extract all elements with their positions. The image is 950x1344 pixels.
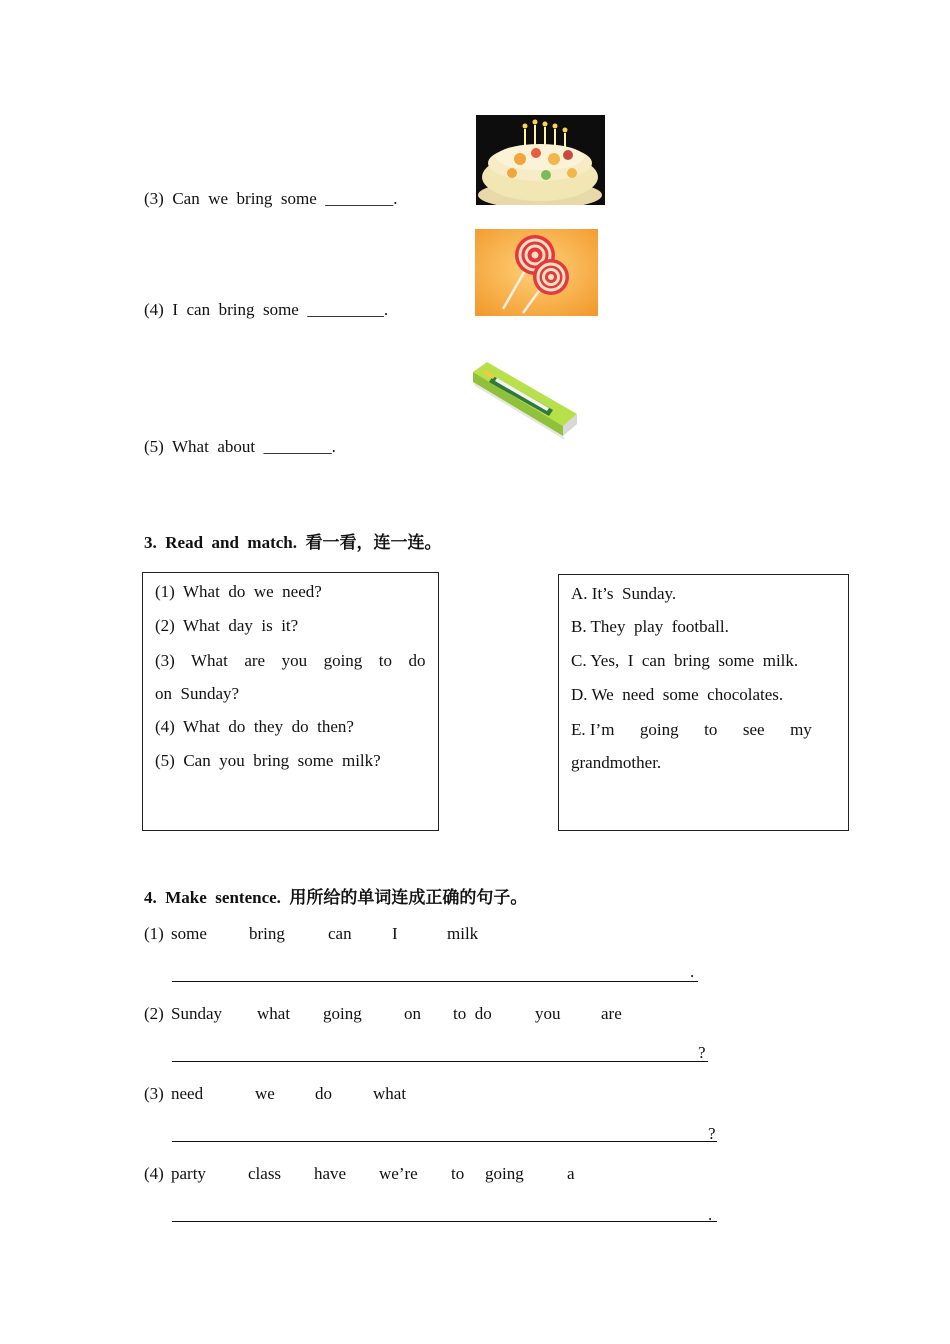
word: are <box>601 1004 622 1023</box>
word: do <box>315 1084 332 1103</box>
answer-line-2[interactable] <box>172 1061 708 1062</box>
word: bring <box>249 924 285 943</box>
answer-end-mark: ? <box>698 1043 706 1062</box>
item-number: (2) <box>144 1004 164 1023</box>
question-line: (2) What day is it? <box>155 616 299 635</box>
answer-line-4[interactable] <box>172 1221 717 1222</box>
word: Sunday <box>171 1004 222 1023</box>
question-line: on Sunday? <box>155 684 240 703</box>
answer-line: C. Yes, I can bring some milk. <box>571 651 799 670</box>
word: we’re <box>379 1164 418 1183</box>
answer-line: B. They play football. <box>571 617 729 636</box>
section-3-title: 3. Read and match. 看一看，连一连。 <box>144 533 442 552</box>
word: have <box>314 1164 347 1183</box>
word: going <box>323 1004 362 1023</box>
question-line: (4) What do they do then? <box>155 717 354 736</box>
fill-item-4: (4) I can bring some _________. <box>144 300 389 319</box>
answer-line: D. We need some chocolates. <box>571 685 784 704</box>
item-number: (3) <box>144 1084 164 1103</box>
word: I <box>392 924 398 943</box>
answer-line-3[interactable] <box>172 1141 717 1142</box>
chewing-gum-picture <box>465 344 580 452</box>
answer-end-mark: ? <box>708 1124 716 1143</box>
birthday-cake-picture <box>476 115 605 205</box>
word: a <box>567 1164 575 1183</box>
fill-item-3: (3) Can we bring some ________. <box>144 189 398 208</box>
question-line: (1) What do we need? <box>155 582 322 601</box>
answer-line: grandmother. <box>571 753 662 772</box>
question-line: (5) Can you bring some milk? <box>155 751 381 770</box>
word: going <box>485 1164 524 1183</box>
word: some <box>171 924 207 943</box>
answer-line-1[interactable] <box>172 981 698 982</box>
word: you <box>535 1004 561 1023</box>
word: what <box>257 1004 291 1023</box>
item-number: (4) <box>144 1164 164 1183</box>
word: on <box>404 1004 421 1023</box>
word: to <box>451 1164 465 1183</box>
word: we <box>255 1084 275 1103</box>
questions-box <box>142 572 439 831</box>
section-4-title: 4. Make sentence. 用所给的单词连成正确的句子。 <box>144 888 528 907</box>
answer-line: A. It’s Sunday. <box>571 584 677 603</box>
word: milk <box>447 924 479 943</box>
answer-line: E. I’m going to see my <box>571 720 812 739</box>
word: class <box>248 1164 282 1183</box>
word: what <box>373 1084 407 1103</box>
word: can <box>328 924 352 943</box>
word: need <box>171 1084 204 1103</box>
fill-item-5: (5) What about ________. <box>144 437 336 456</box>
word: party <box>171 1164 206 1183</box>
question-line: (3) What are you going to do <box>155 651 426 670</box>
word: to do <box>453 1004 492 1023</box>
answer-end-mark: . <box>690 962 695 981</box>
lollipops-picture <box>475 229 598 316</box>
answer-end-mark: . <box>708 1205 713 1224</box>
item-number: (1) <box>144 924 164 943</box>
answers-box <box>558 574 849 831</box>
